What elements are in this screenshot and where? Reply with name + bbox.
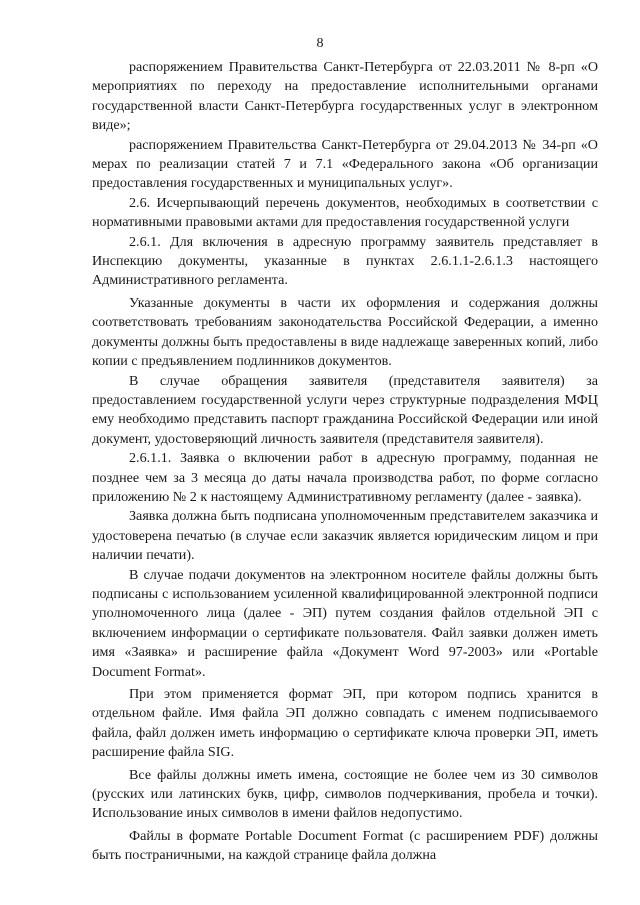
- paragraph: Все файлы должны иметь имена, состоящие не более чем из 30 символов (русских или латинских букв, цифр, символов подчеркивания, пробела и точки). Использование иных символов в имени файлов недопустимо.: [92, 766, 598, 822]
- paragraph: Файлы в формате Portable Document Format (с расширением PDF) должны быть постраничными, на каждой странице файла должна: [92, 827, 598, 864]
- paragraph: 2.6. Исчерпывающий перечень документов, необходимых в соответствии с нормативными правовыми актами для предоставления государственной услуги: [92, 194, 598, 231]
- paragraph: распоряжением Правительства Санкт-Петербурга от 29.04.2013 № 34-рп «О мерах по реализации статей 7 и 7.1 «Федерального закона «Об организации предоставления государственных и муниципальных услуг».: [92, 136, 598, 192]
- document-body: [92, 58, 598, 866]
- paragraph: распоряжением Правительства Санкт-Петербурга от 22.03.2011 № 8-рп «О мероприятиях по переходу на предоставление исполнительными органами государственной власти Санкт-Петербурга государственных услуг в электронном виде»;: [92, 59, 598, 134]
- paragraph: Указанные документы в части их оформления и содержания должны соответствовать требованиям законодательства Российской Федерации, а именно документы должны быть предоставлены в виде надлежаще заверенных копий, либо копии с предъявлением подлинников документов.: [92, 294, 598, 370]
- paragraph: При этом применяется формат ЭП, при котором подпись хранится в отдельном файле. Имя файла ЭП должно совпадать с именем подписываемого файла, файл должен иметь информацию о сертификате ключа проверки ЭП, иметь расширение файла SIG.: [92, 686, 598, 761]
- paragraph: 2.6.1.1. Заявка о включении работ в адресную программу, поданная не позднее чем за 3 месяца до даты начала производства работ, по форме согласно приложению № 2 к настоящему Административному регламенту (далее - заявка).: [92, 450, 598, 505]
- paragraph: Заявка должна быть подписана уполномоченным представителем заказчика и удостоверена печатью (в случае если заказчик является юридическим лицом и при наличии печати).: [92, 508, 598, 564]
- paragraph: В случае подачи документов на электронном носителе файлы должны быть подписаны с использованием усиленной квалифицированной электронной подписи уполномоченного лица (далее - ЭП) путем создания файлов отдельной ЭП с включением информации о сертификате пользователя. Файл заявки должен иметь имя «Заявка» и расширение файла «Документ Word 97-2003» или «Portable Document Format».: [92, 566, 598, 680]
- paragraph: 2.6.1. Для включения в адресную программу заявитель представляет в Инспекцию документы, указанные в пунктах 2.6.1.1-2.6.1.3 настоящего Административного регламента.: [92, 233, 598, 289]
- page-number: 8: [316, 36, 324, 51]
- paragraph: В случае обращения заявителя (представителя заявителя) за предоставлением государственной услуги через структурные подразделения МФЦ ему необходимо представить паспорт гражданина Российской Федерации или иной документ, удостоверяющий личность заявителя (представителя заявителя).: [92, 372, 598, 447]
